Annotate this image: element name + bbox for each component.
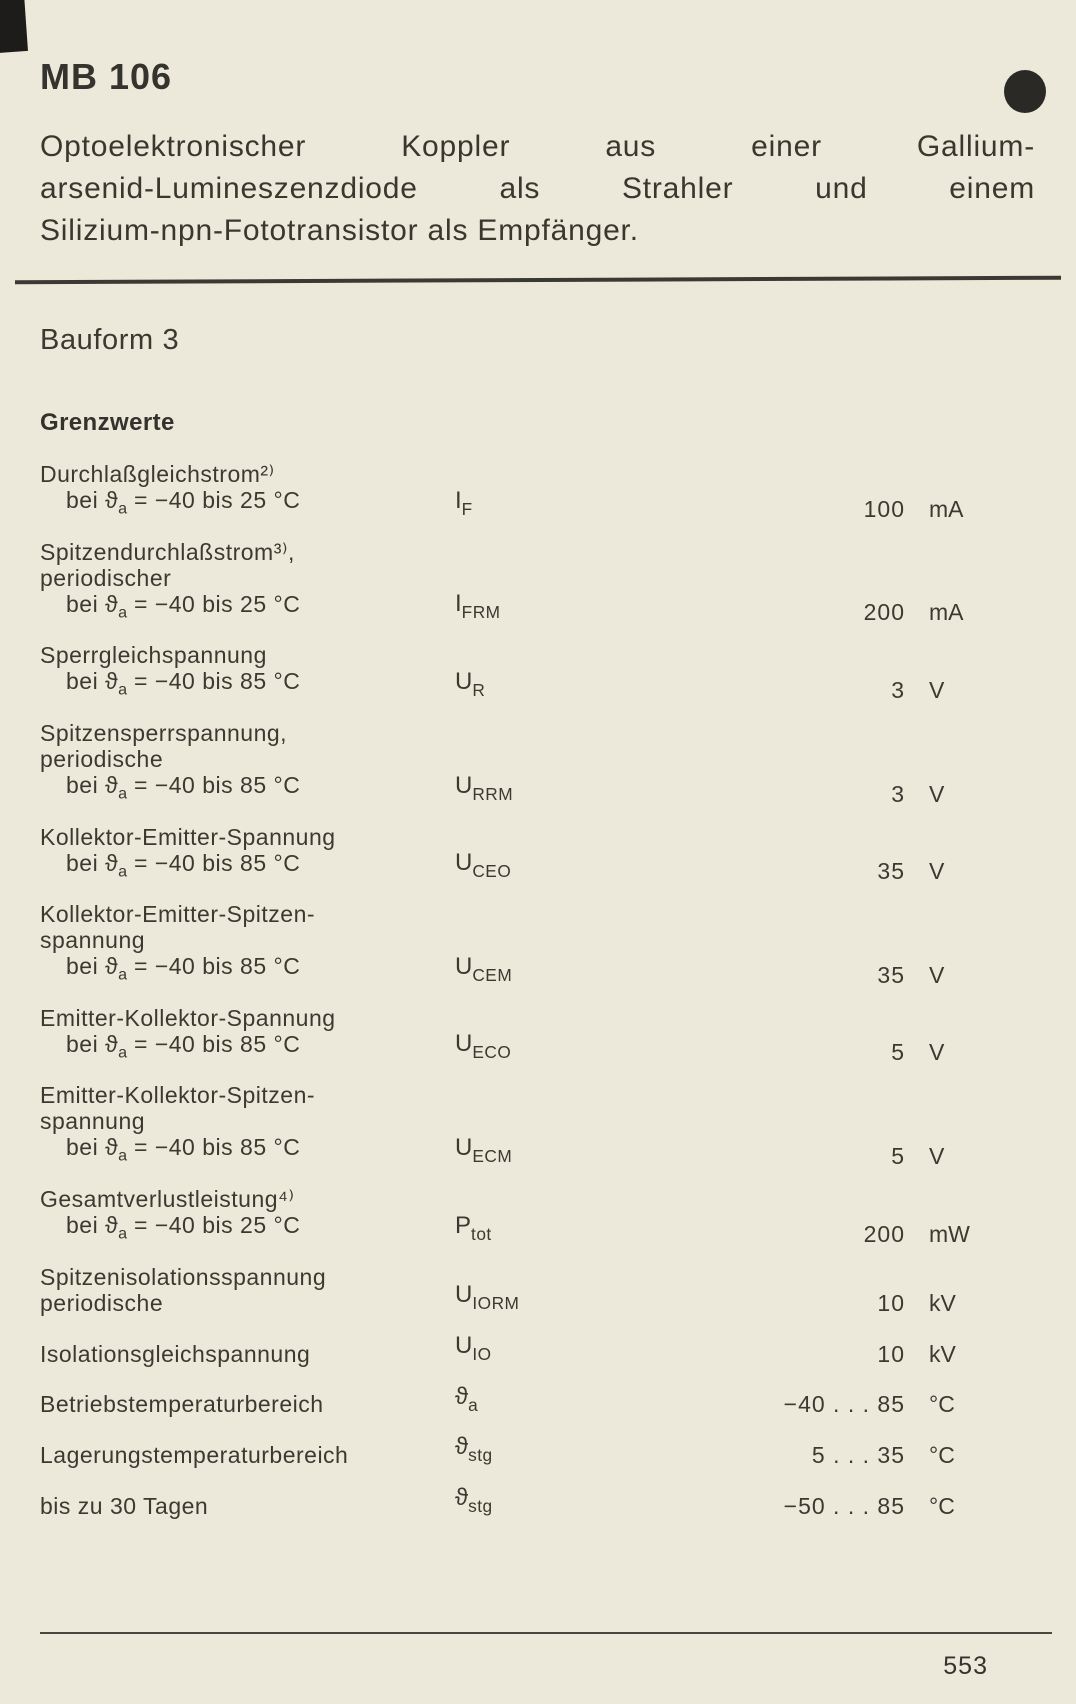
param-label — [40, 539, 455, 626]
symbol-base: I — [455, 590, 462, 618]
symbol-base: U — [455, 771, 473, 799]
condition-text: bei ϑ — [66, 771, 119, 798]
index-dot-marker — [1004, 70, 1046, 113]
symbol-subscript: stg — [468, 1445, 493, 1466]
unit: V — [929, 858, 945, 885]
symbol — [455, 488, 720, 522]
table-row — [40, 720, 1036, 807]
value: 200 — [863, 1220, 905, 1247]
condition-text: bei ϑ — [66, 1212, 119, 1238]
condition — [40, 953, 455, 988]
param-line: periodischer — [40, 564, 172, 591]
unit: kV — [929, 1340, 956, 1367]
param-line: Spitzendurchlaßstrom³⁾, — [40, 538, 295, 565]
condition-subscript: a — [118, 784, 128, 803]
condition-subscript: a — [118, 862, 128, 881]
param-label — [40, 1264, 455, 1316]
page-title: MB 106 — [40, 56, 173, 97]
table-row — [40, 901, 1036, 988]
condition-text: bei ϑ — [66, 590, 119, 617]
symbol — [455, 954, 720, 988]
value: −40 . . . 85 — [783, 1391, 905, 1418]
symbol-subscript: CEO — [472, 861, 512, 882]
param-line: Sperrgleichspannung — [40, 642, 267, 669]
param-line: Durchlaßgleichstrom²⁾ — [40, 461, 275, 487]
symbol-base: ϑ — [455, 1433, 469, 1461]
symbol — [455, 773, 720, 807]
value: 35 — [877, 961, 905, 988]
unit: mA — [929, 495, 964, 522]
condition-subscript: a — [118, 499, 128, 518]
table-row — [40, 1333, 1036, 1367]
unit: mW — [929, 1220, 970, 1247]
param-line: Lagerungstemperaturbereich — [40, 1442, 349, 1469]
symbol — [455, 850, 720, 884]
condition-text: bei ϑ — [66, 487, 119, 513]
condition-text: = −40 bis 25 °C — [127, 1212, 301, 1238]
condition — [40, 668, 455, 703]
description-line: arsenid-Lumineszenzdiode als Strahler und einem — [40, 172, 1035, 205]
symbol — [455, 1485, 720, 1519]
table-row — [40, 1005, 1036, 1066]
param-line: Spitzensperrspannung, — [40, 719, 288, 746]
unit: V — [929, 1143, 945, 1169]
symbol-base: I — [455, 486, 462, 514]
param-label — [40, 1005, 455, 1066]
description-line: Optoelektronischer Koppler aus einer Gallium- — [40, 130, 1035, 163]
unit: kV — [929, 1289, 956, 1316]
value: 35 — [877, 858, 905, 885]
symbol-subscript: tot — [471, 1223, 492, 1244]
description-line: Silizium-npn-Fototransistor als Empfänger. — [40, 214, 639, 247]
table-row — [40, 461, 1036, 522]
bauform-label: Bauform 3 — [40, 324, 180, 356]
symbol-base: U — [455, 1030, 473, 1058]
value: 5 — [891, 1039, 905, 1066]
header-divider — [15, 276, 1061, 285]
condition — [40, 487, 455, 522]
condition-text: bei ϑ — [66, 1030, 119, 1057]
value: 100 — [863, 495, 905, 522]
param-label — [40, 1391, 455, 1417]
condition-text: = −40 bis 85 °C — [127, 771, 301, 798]
param-line: Betriebstemperaturbereich — [40, 1391, 324, 1418]
condition-text: = −40 bis 85 °C — [127, 1134, 301, 1161]
symbol-subscript: RRM — [472, 783, 514, 804]
symbol-subscript: stg — [468, 1496, 493, 1517]
param-label — [40, 1493, 455, 1519]
footer-divider — [40, 1632, 1052, 1634]
unit: V — [929, 780, 945, 807]
value: 3 — [891, 780, 905, 807]
condition-subscript: a — [118, 1147, 128, 1165]
value: 5 . . . 35 — [811, 1442, 905, 1469]
symbol-base: U — [455, 952, 473, 980]
symbol — [455, 1434, 720, 1468]
symbol-subscript: FRM — [461, 602, 501, 623]
scan-corner-artifact — [0, 0, 28, 53]
condition-text: = −40 bis 25 °C — [127, 487, 301, 513]
symbol-base: ϑ — [455, 1382, 469, 1410]
symbol-subscript: IORM — [472, 1292, 520, 1313]
param-label — [40, 824, 455, 885]
unit: °C — [929, 1442, 955, 1469]
table-row — [40, 1082, 1036, 1169]
page-number: 553 — [943, 1652, 988, 1680]
symbol-subscript: ECM — [472, 1146, 513, 1166]
param-line: Emitter-Kollektor-Spitzen- — [40, 1082, 316, 1109]
value: 5 — [891, 1143, 905, 1169]
param-line: Emitter-Kollektor-Spannung — [40, 1004, 336, 1031]
value: 3 — [891, 676, 905, 703]
symbol-base: U — [455, 667, 473, 695]
symbol-base: U — [455, 1134, 473, 1162]
condition-text: = −40 bis 85 °C — [127, 849, 301, 876]
table-row — [40, 1186, 1036, 1247]
symbol-subscript: CEM — [472, 964, 513, 985]
symbol-base: U — [455, 1331, 473, 1359]
table-row — [40, 1485, 1036, 1519]
symbol — [455, 591, 720, 625]
symbol — [455, 1282, 720, 1316]
param-label — [40, 461, 455, 522]
unit: °C — [929, 1493, 955, 1520]
symbol — [455, 1031, 720, 1065]
condition-text: bei ϑ — [66, 849, 119, 876]
section-title-grenzwerte: Grenzwerte — [40, 409, 175, 436]
param-line: Kollektor-Emitter-Spitzen- — [40, 901, 316, 928]
param-label — [40, 1082, 455, 1169]
table-row — [40, 1434, 1036, 1468]
param-label — [40, 901, 455, 988]
symbol-subscript: a — [468, 1394, 479, 1415]
condition — [40, 850, 455, 885]
condition-subscript: a — [118, 1043, 128, 1062]
param-line: Gesamtverlustleistung⁴⁾ — [40, 1186, 295, 1212]
symbol — [455, 1213, 720, 1247]
condition-subscript: a — [118, 680, 128, 699]
symbol — [455, 1135, 720, 1169]
table-row — [40, 539, 1036, 626]
symbol — [455, 1384, 720, 1418]
param-line: bis zu 30 Tagen — [40, 1493, 209, 1520]
unit: V — [929, 961, 945, 988]
symbol-base: ϑ — [455, 1484, 469, 1512]
symbol-subscript: ECO — [472, 1042, 512, 1063]
param-line: periodische — [40, 1289, 164, 1316]
param-line: Isolationsgleichspannung — [40, 1340, 311, 1367]
condition — [40, 1134, 455, 1169]
symbol — [455, 1333, 720, 1367]
condition — [40, 1212, 455, 1247]
symbol-base: U — [455, 1280, 473, 1308]
symbol-base: U — [455, 849, 473, 877]
table-row — [40, 642, 1036, 703]
symbol — [455, 669, 720, 703]
param-label — [40, 1442, 455, 1468]
param-label — [40, 642, 455, 703]
condition-text: = −40 bis 25 °C — [127, 590, 301, 617]
param-label — [40, 1186, 455, 1247]
symbol-subscript: IO — [472, 1343, 492, 1364]
param-line: spannung — [40, 1108, 146, 1135]
table-row — [40, 1384, 1036, 1418]
symbol-subscript: R — [472, 679, 486, 700]
condition-subscript: a — [118, 965, 128, 984]
param-line: Kollektor-Emitter-Spannung — [40, 823, 336, 850]
condition — [40, 772, 455, 807]
param-label — [40, 1341, 455, 1367]
condition-text: bei ϑ — [66, 1134, 119, 1161]
condition-text: bei ϑ — [66, 668, 119, 695]
condition-text: = −40 bis 85 °C — [127, 953, 301, 980]
unit: V — [929, 1039, 945, 1066]
device-description — [40, 126, 1035, 252]
condition-subscript: a — [118, 603, 128, 622]
unit: °C — [929, 1391, 955, 1418]
symbol-subscript: F — [461, 498, 473, 519]
condition-text: = −40 bis 85 °C — [127, 1030, 301, 1057]
condition-text: bei ϑ — [66, 953, 119, 980]
condition-subscript: a — [118, 1224, 128, 1243]
symbol-base: P — [455, 1211, 472, 1239]
limits-table — [40, 461, 1036, 1519]
condition — [40, 1031, 455, 1066]
value: −50 . . . 85 — [783, 1493, 905, 1520]
param-line: Spitzenisolationsspannung — [40, 1263, 327, 1290]
condition-text: = −40 bis 85 °C — [127, 668, 301, 695]
param-line: spannung — [40, 927, 146, 954]
table-row — [40, 824, 1036, 885]
param-line: periodische — [40, 745, 164, 772]
value: 200 — [863, 599, 905, 626]
unit: mA — [929, 599, 964, 626]
value: 10 — [877, 1340, 905, 1367]
param-label — [40, 720, 455, 807]
unit: V — [929, 676, 945, 703]
condition — [40, 591, 455, 626]
table-row — [40, 1264, 1036, 1316]
value: 10 — [877, 1289, 905, 1316]
